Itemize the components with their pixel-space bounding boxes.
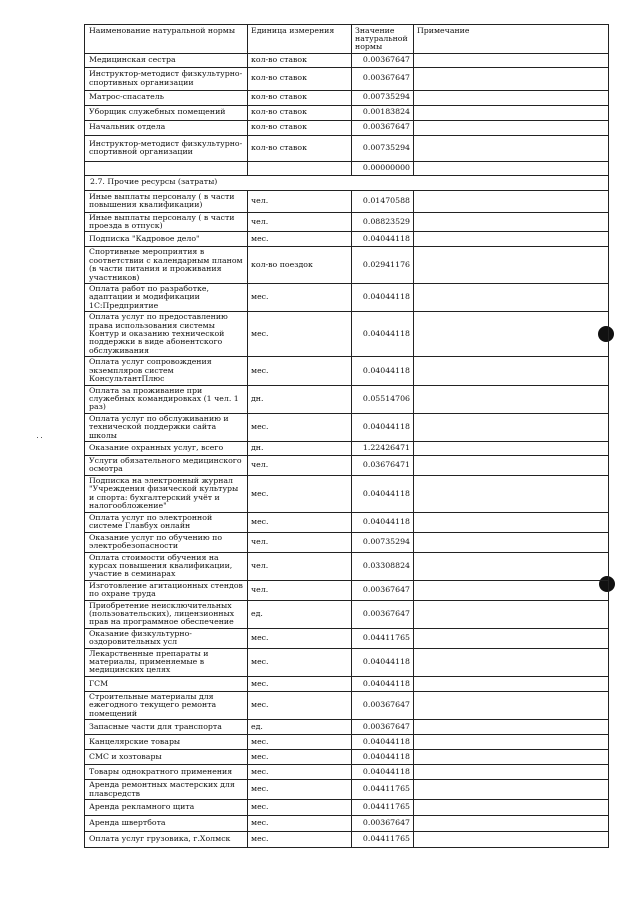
note-cell bbox=[414, 312, 609, 357]
table-row bbox=[85, 312, 609, 357]
scan-speck bbox=[41, 437, 42, 438]
value-cell: 1.22426471 bbox=[352, 441, 414, 455]
note-cell bbox=[414, 532, 609, 552]
unit-cell: мес. bbox=[248, 232, 352, 247]
value-cell: 0.00367647 bbox=[352, 720, 414, 735]
norm-name-cell: Запасные части для транспорта bbox=[85, 720, 248, 735]
unit-cell: мес. bbox=[248, 628, 352, 648]
note-cell bbox=[414, 475, 609, 512]
value-cell: 0.00367647 bbox=[352, 580, 414, 600]
table-row bbox=[85, 580, 609, 600]
note-cell bbox=[414, 90, 609, 105]
value-cell: 0.08823529 bbox=[352, 212, 414, 232]
unit-cell: чел. bbox=[248, 212, 352, 232]
norm-name-cell: Подписка "Кадровое дело" bbox=[85, 232, 248, 247]
table-row bbox=[85, 765, 609, 780]
note-cell bbox=[414, 832, 609, 848]
value-cell: 0.04411765 bbox=[352, 800, 414, 816]
note-cell bbox=[414, 676, 609, 691]
note-cell bbox=[414, 580, 609, 600]
norm-name-cell: Приобретение неисключительных (пользовательских), лицензионных прав на программное обеспечение bbox=[85, 600, 248, 628]
norm-name-cell: Инструктор-методист физкультурно-спортивной организации bbox=[85, 135, 248, 161]
unit-cell: мес. bbox=[248, 357, 352, 385]
value-cell: 0.00367647 bbox=[352, 67, 414, 90]
unit-cell: мес. bbox=[248, 691, 352, 719]
note-cell bbox=[414, 765, 609, 780]
norm-name-cell: Оплата работ по разработке, адаптации и модификации 1С:Предприятие bbox=[85, 284, 248, 312]
norm-name-cell: Оплата услуг сопровождения экземпляров систем КонсультантПлюс bbox=[85, 357, 248, 385]
value-cell: 0.01470588 bbox=[352, 190, 414, 212]
unit-cell: мес. bbox=[248, 312, 352, 357]
value-cell: 0.00735294 bbox=[352, 90, 414, 105]
unit-cell: мес. bbox=[248, 735, 352, 750]
table-row bbox=[85, 832, 609, 848]
note-cell bbox=[414, 735, 609, 750]
note-cell bbox=[414, 648, 609, 676]
natural-norms-table bbox=[84, 24, 609, 848]
table-row bbox=[85, 676, 609, 691]
unit-cell: ед. bbox=[248, 600, 352, 628]
value-cell: 0.04044118 bbox=[352, 232, 414, 247]
value-cell: 0.05514706 bbox=[352, 385, 414, 413]
norm-name-cell: Оказание услуг по обучению по электробезопасности bbox=[85, 532, 248, 552]
unit-cell: кол-во ставок bbox=[248, 90, 352, 105]
note-cell bbox=[414, 552, 609, 580]
section-row bbox=[85, 175, 609, 190]
unit-cell: дн. bbox=[248, 385, 352, 413]
norm-name-cell: Иные выплаты персоналу ( в части повышения квалификации) bbox=[85, 190, 248, 212]
unit-cell: мес. bbox=[248, 800, 352, 816]
unit-cell: кол-во ставок bbox=[248, 120, 352, 135]
norm-name-cell: Оказание охранных услуг, всего bbox=[85, 441, 248, 455]
norm-name-cell: Аренда ремонтных мастерских для плавсредств bbox=[85, 780, 248, 800]
value-cell: 0.00367647 bbox=[352, 120, 414, 135]
note-cell bbox=[414, 780, 609, 800]
table-row bbox=[85, 385, 609, 413]
value-cell: 0.00367647 bbox=[352, 53, 414, 67]
table-row bbox=[85, 161, 609, 175]
table-row bbox=[85, 552, 609, 580]
note-cell bbox=[414, 385, 609, 413]
norm-name-cell: Инструктор-методист физкультурно-спортивных организации bbox=[85, 67, 248, 90]
note-cell bbox=[414, 357, 609, 385]
table-row bbox=[85, 628, 609, 648]
note-cell bbox=[414, 750, 609, 765]
note-cell bbox=[414, 232, 609, 247]
norm-name-cell bbox=[85, 161, 248, 175]
value-cell: 0.04044118 bbox=[352, 312, 414, 357]
unit-cell: мес. bbox=[248, 816, 352, 832]
note-cell bbox=[414, 212, 609, 232]
unit-cell: чел. bbox=[248, 532, 352, 552]
unit-cell: мес. bbox=[248, 648, 352, 676]
note-cell bbox=[414, 800, 609, 816]
norm-name-cell: Аренда рекламного щита bbox=[85, 800, 248, 816]
norm-name-cell: Услуги обязательного медицинского осмотра bbox=[85, 455, 248, 475]
note-cell bbox=[414, 67, 609, 90]
table-row bbox=[85, 816, 609, 832]
table-row bbox=[85, 105, 609, 120]
value-cell: 0.03308824 bbox=[352, 552, 414, 580]
unit-cell: чел. bbox=[248, 552, 352, 580]
table-row bbox=[85, 90, 609, 105]
unit-cell bbox=[248, 161, 352, 175]
unit-cell: мес. bbox=[248, 284, 352, 312]
section-title: 2.7. Прочие ресурсы (затраты) bbox=[85, 175, 609, 190]
value-cell: 0.00183824 bbox=[352, 105, 414, 120]
unit-cell: дн. bbox=[248, 441, 352, 455]
value-cell: 0.04044118 bbox=[352, 413, 414, 441]
unit-cell: чел. bbox=[248, 580, 352, 600]
norm-name-cell: Канцелярские товары bbox=[85, 735, 248, 750]
unit-cell: мес. bbox=[248, 413, 352, 441]
value-cell: 0.00367647 bbox=[352, 691, 414, 719]
value-cell: 0.00735294 bbox=[352, 135, 414, 161]
value-cell: 0.04044118 bbox=[352, 284, 414, 312]
norm-name-cell: Товары однократного применения bbox=[85, 765, 248, 780]
note-cell bbox=[414, 600, 609, 628]
value-cell: 0.04411765 bbox=[352, 628, 414, 648]
table-row bbox=[85, 413, 609, 441]
scan-speck bbox=[37, 437, 38, 438]
table-row bbox=[85, 512, 609, 532]
table-row bbox=[85, 800, 609, 816]
norm-name-cell: Лекарственные препараты и материалы, применяемые в медицинских целях bbox=[85, 648, 248, 676]
note-cell bbox=[414, 53, 609, 67]
table-row bbox=[85, 232, 609, 247]
norm-name-cell: Оплата услуг грузовика, г.Холмск bbox=[85, 832, 248, 848]
note-cell bbox=[414, 135, 609, 161]
note-cell bbox=[414, 512, 609, 532]
unit-cell: чел. bbox=[248, 455, 352, 475]
norm-name-cell: Изготовление агитационных стендов по охране труда bbox=[85, 580, 248, 600]
unit-cell: мес. bbox=[248, 475, 352, 512]
table-row bbox=[85, 67, 609, 90]
value-cell: 0.04044118 bbox=[352, 765, 414, 780]
note-cell bbox=[414, 816, 609, 832]
table-row bbox=[85, 648, 609, 676]
value-cell: 0.00000000 bbox=[352, 161, 414, 175]
value-cell: 0.04044118 bbox=[352, 648, 414, 676]
table-row bbox=[85, 212, 609, 232]
value-cell: 0.00367647 bbox=[352, 600, 414, 628]
unit-cell: кол-во ставок bbox=[248, 135, 352, 161]
table-row bbox=[85, 247, 609, 284]
header-value: Значение натуральной нормы bbox=[352, 25, 414, 54]
table-row bbox=[85, 750, 609, 765]
value-cell: 0.04411765 bbox=[352, 832, 414, 848]
note-cell bbox=[414, 441, 609, 455]
note-cell bbox=[414, 455, 609, 475]
unit-cell: мес. bbox=[248, 780, 352, 800]
table-row bbox=[85, 780, 609, 800]
norm-name-cell: Оплата за проживание при служебных командировках (1 чел. 1 раз) bbox=[85, 385, 248, 413]
note-cell bbox=[414, 691, 609, 719]
unit-cell: кол-во ставок bbox=[248, 53, 352, 67]
unit-cell: мес. bbox=[248, 832, 352, 848]
norm-name-cell: Уборщик служебных помещений bbox=[85, 105, 248, 120]
norm-name-cell: СМС и хозтовары bbox=[85, 750, 248, 765]
note-cell bbox=[414, 105, 609, 120]
unit-cell: ед. bbox=[248, 720, 352, 735]
table-row bbox=[85, 357, 609, 385]
norm-name-cell: Медицинская сестра bbox=[85, 53, 248, 67]
unit-cell: мес. bbox=[248, 512, 352, 532]
table-row bbox=[85, 120, 609, 135]
norm-name-cell: Иные выплаты персоналу ( в части проезда в отпуск) bbox=[85, 212, 248, 232]
note-cell bbox=[414, 720, 609, 735]
norm-name-cell: Подписка на электронный журнал "Учреждения физической культуры и спорта: бухгалтерский учёт и налогообложение" bbox=[85, 475, 248, 512]
note-cell bbox=[414, 120, 609, 135]
value-cell: 0.04044118 bbox=[352, 512, 414, 532]
norm-name-cell: Начальник отдела bbox=[85, 120, 248, 135]
table-header-row bbox=[85, 25, 609, 54]
unit-cell: мес. bbox=[248, 750, 352, 765]
table-row bbox=[85, 284, 609, 312]
unit-cell: кол-во ставок bbox=[248, 105, 352, 120]
norm-name-cell: Оплата услуг по предоставлению права использования системы Контур и оказанию технической поддержки в виде абонентского обслуживания bbox=[85, 312, 248, 357]
table-row bbox=[85, 720, 609, 735]
header-note: Примечание bbox=[414, 25, 609, 54]
table-row bbox=[85, 53, 609, 67]
header-name: Наименование натуральной нормы bbox=[85, 25, 248, 54]
unit-cell: чел. bbox=[248, 190, 352, 212]
value-cell: 0.02941176 bbox=[352, 247, 414, 284]
value-cell: 0.03676471 bbox=[352, 455, 414, 475]
note-cell bbox=[414, 247, 609, 284]
table-row bbox=[85, 190, 609, 212]
table-row bbox=[85, 455, 609, 475]
norm-name-cell: Строительные материалы для ежегодного текущего ремонта помещений bbox=[85, 691, 248, 719]
table-row bbox=[85, 735, 609, 750]
note-cell bbox=[414, 413, 609, 441]
unit-cell: мес. bbox=[248, 676, 352, 691]
note-cell bbox=[414, 628, 609, 648]
unit-cell: мес. bbox=[248, 765, 352, 780]
table-row bbox=[85, 475, 609, 512]
note-cell bbox=[414, 284, 609, 312]
norm-name-cell: Оказание физкультурно-оздоровительных усл bbox=[85, 628, 248, 648]
value-cell: 0.00735294 bbox=[352, 532, 414, 552]
norm-name-cell: Оплата услуг по электронной системе Главбух онлайн bbox=[85, 512, 248, 532]
norm-name-cell: ГСМ bbox=[85, 676, 248, 691]
unit-cell: кол-во ставок bbox=[248, 67, 352, 90]
table-row bbox=[85, 600, 609, 628]
table-row bbox=[85, 135, 609, 161]
value-cell: 0.04044118 bbox=[352, 676, 414, 691]
norm-name-cell: Спортивные мероприятия в соответствии с календарным планом (в части питания и проживания участников) bbox=[85, 247, 248, 284]
header-unit: Единица измерения bbox=[248, 25, 352, 54]
table-row bbox=[85, 532, 609, 552]
note-cell bbox=[414, 190, 609, 212]
norm-name-cell: Оплата услуг по обслуживанию и технической поддержки сайта школы bbox=[85, 413, 248, 441]
table-row bbox=[85, 441, 609, 455]
norm-name-cell: Матрос-спасатель bbox=[85, 90, 248, 105]
norm-name-cell: Оплата стоимости обучения на курсах повышения квалификации, участие в семинарах bbox=[85, 552, 248, 580]
norm-name-cell: Аренда швертбота bbox=[85, 816, 248, 832]
value-cell: 0.00367647 bbox=[352, 816, 414, 832]
note-cell bbox=[414, 161, 609, 175]
value-cell: 0.04044118 bbox=[352, 750, 414, 765]
value-cell: 0.04044118 bbox=[352, 357, 414, 385]
value-cell: 0.04411765 bbox=[352, 780, 414, 800]
unit-cell: кол-во поездок bbox=[248, 247, 352, 284]
value-cell: 0.04044118 bbox=[352, 735, 414, 750]
value-cell: 0.04044118 bbox=[352, 475, 414, 512]
table-row bbox=[85, 691, 609, 719]
